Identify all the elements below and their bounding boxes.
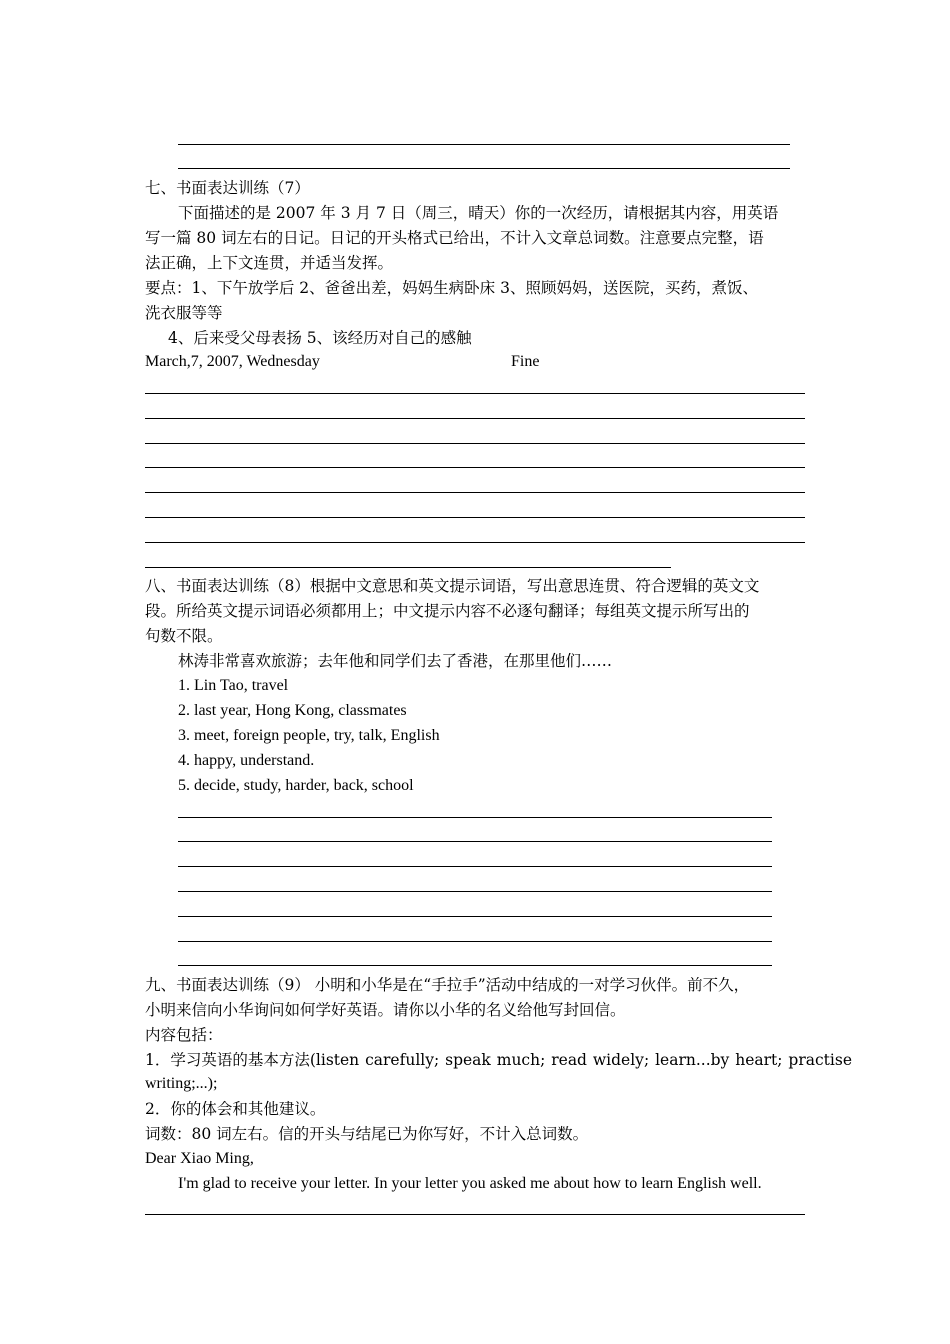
writing-line: [145, 567, 671, 568]
section9-title: 九、书面表达训练（9） 小明和小华是在“手拉手”活动中结成的一对学习伙伴。前不久，: [145, 976, 750, 994]
diary-weather: Fine: [511, 353, 540, 370]
section9-item2: 2．你的体会和其他建议。: [145, 1100, 326, 1118]
hint-item: 4. happy, understand.: [178, 752, 315, 769]
section7-points: 要点：1、下午放学后 2、爸爸出差，妈妈生病卧床 3、照顾妈妈，送医院，买药，煮饭、: [145, 279, 758, 297]
hint-item: 3. meet, foreign people, try, talk, English: [178, 727, 440, 744]
writing-line: [145, 443, 805, 444]
writing-line: [178, 817, 772, 818]
section9-item1: 1．学习英语的基本方法(listen carefully; speak much; read widely; learn...by heart; practise: [145, 1051, 852, 1069]
answer-line: [178, 168, 790, 169]
writing-line: [145, 517, 805, 518]
writing-line: [178, 891, 772, 892]
section8-intro: 林涛非常喜欢旅游；去年他和同学们去了香港，在那里他们……: [178, 652, 613, 670]
writing-line: [145, 542, 805, 543]
section7-points: 洗衣服等等: [145, 304, 223, 322]
writing-line: [178, 841, 772, 842]
diary-date: March,7, 2007, Wednesday: [145, 353, 320, 370]
section7-instruction: 写一篇 80 词左右的日记。日记的开头格式已给出，不计入文章总词数。注意要点完整，语: [145, 229, 764, 247]
letter-greeting: Dear Xiao Ming,: [145, 1150, 254, 1167]
writing-line: [145, 492, 805, 493]
section7-points: 4、后来受父母表扬 5、该经历对自己的感触: [168, 329, 472, 347]
section9-title: 小明来信向小华询问如何学好英语。请你以小华的名义给他写封回信。: [145, 1001, 626, 1019]
section9-content-label: 内容包括：: [145, 1026, 223, 1044]
section9-word-count: 词数：80 词左右。信的开头与结尾已为你写好，不计入总词数。: [145, 1125, 589, 1143]
writing-line: [145, 1214, 805, 1215]
letter-opening: I'm glad to receive your letter. In your letter you asked me about how to learn English well.: [178, 1175, 762, 1192]
section8-title: 段。所给英文提示词语必须都用上；中文提示内容不必逐句翻译；每组英文提示所写出的: [145, 602, 750, 620]
writing-line: [145, 418, 805, 419]
section8-title: 句数不限。: [145, 627, 223, 645]
writing-line: [178, 916, 772, 917]
answer-line: [178, 144, 790, 145]
writing-line: [145, 393, 805, 394]
writing-line: [178, 965, 772, 966]
hint-item: 1. Lin Tao, travel: [178, 677, 289, 694]
writing-line: [145, 467, 805, 468]
hint-item: 2. last year, Hong Kong, classmates: [178, 702, 407, 719]
section7-title: 七、书面表达训练（7）: [145, 179, 310, 197]
section7-instruction: 下面描述的是 2007 年 3 月 7 日（周三，晴天）你的一次经历，请根据其内容，用英语: [178, 204, 779, 222]
section7-instruction: 法正确，上下文连贯，并适当发挥。: [145, 254, 394, 272]
writing-line: [178, 941, 772, 942]
section9-item1-cont: writing;...);: [145, 1075, 218, 1092]
writing-line: [178, 866, 772, 867]
hint-item: 5. decide, study, harder, back, school: [178, 777, 414, 794]
section8-title: 八、书面表达训练（8）根据中文意思和英文提示词语，写出意思连贯、符合逻辑的英文文: [145, 577, 760, 595]
